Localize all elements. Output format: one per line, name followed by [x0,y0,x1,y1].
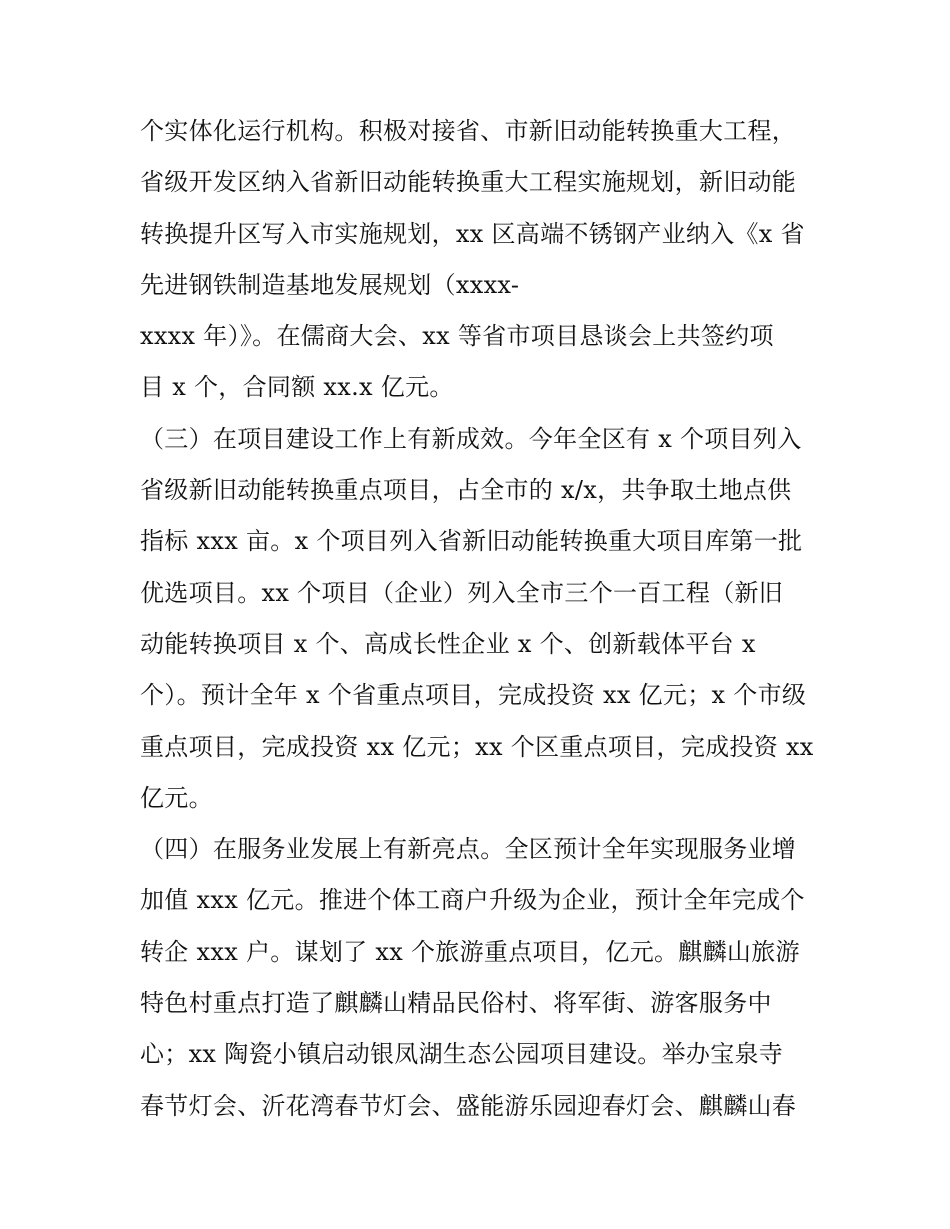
text-line: 春节灯会、沂花湾春节灯会、盛能游乐园迎春灯会、麒麟山春 [140,1091,797,1120]
text-line: 心；xx 陶瓷小镇启动银凤湖生态公园项目建设。举办宝泉寺 [140,1040,784,1069]
section-heading-line: （四）在服务业发展上有新亮点。全区预计全年实现服务业增 [140,835,797,864]
text-line: 特色村重点打造了麒麟山精品民俗村、将军街、游客服务中 [140,989,772,1018]
text-line: 目 x 个，合同额 xx.x 亿元。 [140,373,454,402]
document-body [140,106,820,1132]
text-line: 重点项目，完成投资 xx 亿元；xx 个区重点项目，完成投资 xx [140,732,814,761]
text-line: 动能转换项目 x 个、高成长性企业 x 个、创新载体平台 x [140,629,756,658]
text-line: 加值 xxx 亿元。推进个体工商户升级为企业，预计全年完成个 [140,886,805,915]
text-line: 省级新旧动能转换重点项目，占全市的 x/x，共争取土地点供 [140,476,792,505]
text-line: xxxx 年）》。在儒商大会、xx 等省市项目恳谈会上共签约项 [140,322,774,351]
section-heading-line: （三）在项目建设工作上有新成效。今年全区有 x 个项目列入 [140,424,802,453]
text-line: 省级开发区纳入省新旧动能转换重大工程实施规划，新旧动能 [140,168,797,197]
text-line: 先进钢铁制造基地发展规划（xxxx- [140,270,520,299]
text-line: 转换提升区写入市实施规划，xx 区高端不锈钢产业纳入《x 省 [140,219,805,248]
text-line: 个）。预计全年 x 个省重点项目，完成投资 xx 亿元；x 个市级 [140,681,807,710]
text-line: 亿元。 [140,783,213,812]
text-line: 优选项目。xx 个项目（企业）列入全市三个一百工程（新旧 [140,578,784,607]
text-line: 指标 xxx 亩。x 个项目列入省新旧动能转换重大项目库第一批 [140,527,803,556]
text-line: 个实体化运行机构。积极对接省、市新旧动能转换重大工程， [140,117,797,145]
text-line: 转企 xxx 户。谋划了 xx 个旅游重点项目，亿元。麒麟山旅游 [140,937,800,966]
